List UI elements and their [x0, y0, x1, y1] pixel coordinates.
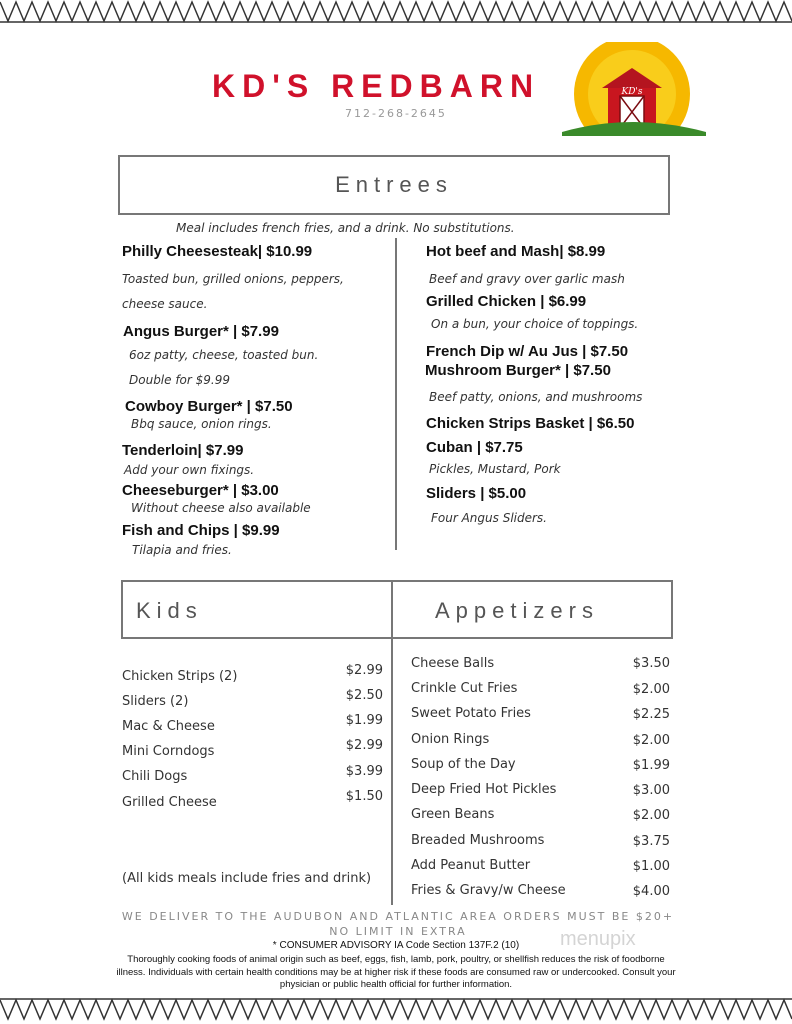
entree-item-desc: Toasted bun, grilled onions, peppers, [122, 272, 344, 286]
kids-heading: Kids [136, 598, 203, 623]
entree-item-desc: Pickles, Mustard, Pork [429, 462, 561, 476]
appetizer-item-name: Soup of the Day [411, 757, 516, 772]
entree-item-name: Tenderloin| $7.99 [122, 442, 244, 459]
delivery-notice-line: WE DELIVER TO THE AUDUBON AND ATLANTIC AREA ORDERS MUST BE $20+ [121, 910, 675, 923]
appetizer-item-price: $2.00 [632, 808, 670, 823]
entree-item-desc: Tilapia and fries. [132, 543, 232, 557]
consumer-advisory-text: Thoroughly cooking foods of animal origin such as beef, eggs, fish, lamb, pork, poultry, or shellfish reduces the risk of foodborne illness. Individuals with certain health conditions may be at higher risk if these foods are consumed raw or undercooked. Consult your physician or public health official for further information. [116, 954, 676, 990]
entrees-heading: Entrees [335, 172, 453, 197]
kids-item-price: $2.99 [345, 663, 383, 678]
kids-item-price: $1.99 [345, 713, 383, 728]
red-barn-logo [558, 42, 708, 136]
appetizer-item-price: $1.99 [632, 758, 670, 773]
top-decorative-border [0, 0, 792, 24]
entrees-column-divider [395, 238, 397, 550]
kids-item-price: $3.99 [345, 764, 383, 779]
entree-item-name: Fish and Chips | $9.99 [122, 522, 280, 539]
appetizer-item-name: Fries & Gravy/w Cheese [411, 883, 566, 898]
entree-item-desc: Bbq sauce, onion rings. [131, 417, 272, 431]
entree-item-name: Cowboy Burger* | $7.50 [125, 398, 293, 415]
entree-item-name: Philly Cheesesteak| $10.99 [122, 243, 313, 260]
appetizer-item-name: Add Peanut Butter [411, 858, 531, 873]
entree-item-desc: Add your own fixings. [124, 463, 255, 477]
entree-item-name: Angus Burger* | $7.99 [123, 323, 279, 340]
appetizer-item-price: $2.25 [632, 707, 670, 722]
appetizers-heading: Appetizers [435, 598, 599, 623]
entree-item-desc: Four Angus Sliders. [431, 511, 547, 525]
entree-item-name: Hot beef and Mash| $8.99 [426, 243, 606, 260]
entree-item-name: Mushroom Burger* | $7.50 [425, 362, 611, 379]
consumer-advisory-title: * CONSUMER ADVISORY IA Code Section 137F.2 (10) [272, 940, 520, 951]
appetizer-item-price: $1.00 [632, 859, 670, 874]
entree-item-desc: cheese sauce. [122, 297, 208, 311]
entree-item-name: Cheeseburger* | $3.00 [122, 482, 279, 499]
kids-item-name: Grilled Cheese [122, 795, 217, 810]
entree-item-name: Cuban | $7.75 [426, 439, 523, 456]
kids-item-name: Sliders (2) [122, 694, 189, 709]
appetizer-item-price: $4.00 [632, 884, 670, 899]
entree-item-desc: Beef patty, onions, and mushrooms [429, 390, 643, 404]
kids-appetizers-divider [391, 580, 393, 905]
entree-item-desc: Beef and gravy over garlic mash [429, 272, 625, 286]
entree-item-name: Chicken Strips Basket | $6.50 [426, 415, 635, 432]
bottom-decorative-border [0, 997, 792, 1021]
kids-item-price: $2.50 [345, 688, 383, 703]
entree-item-name: Sliders | $5.00 [426, 485, 527, 502]
appetizer-item-price: $2.00 [632, 733, 670, 748]
watermark: menupix [560, 928, 636, 950]
entree-item-desc: Double for $9.99 [129, 373, 231, 387]
appetizer-item-price: $3.00 [632, 783, 670, 798]
entree-item-name: French Dip w/ Au Jus | $7.50 [426, 343, 629, 360]
phone-number: 712-268-2645 [345, 107, 447, 120]
kids-item-name: Chicken Strips (2) [122, 669, 238, 684]
entree-item-desc: 6oz patty, cheese, toasted bun. [129, 348, 319, 362]
entrees-note: Meal includes french fries, and a drink. No substitutions. [176, 221, 515, 235]
restaurant-title: KD'S REDBARN [212, 68, 541, 104]
entree-item-desc: On a bun, your choice of toppings. [431, 317, 639, 331]
logo-text: KD's [621, 87, 643, 97]
appetizer-item-name: Breaded Mushrooms [411, 833, 545, 848]
kids-item-price: $1.50 [345, 789, 383, 804]
appetizer-item-name: Deep Fried Hot Pickles [411, 782, 557, 797]
kids-item-name: Mini Corndogs [122, 744, 215, 759]
appetizer-item-name: Crinkle Cut Fries [411, 681, 518, 696]
entree-item-name: Grilled Chicken | $6.99 [426, 293, 587, 310]
kids-note: (All kids meals include fries and drink) [122, 871, 372, 886]
kids-item-price: $2.99 [345, 738, 383, 753]
appetizer-item-price: $3.50 [632, 656, 670, 671]
appetizer-item-name: Green Beans [411, 807, 495, 822]
appetizer-item-name: Sweet Potato Fries [411, 706, 531, 721]
appetizer-item-price: $3.75 [632, 834, 670, 849]
kids-item-name: Mac & Cheese [122, 719, 215, 734]
appetizer-item-name: Onion Rings [411, 732, 490, 747]
appetizer-item-price: $2.00 [632, 682, 670, 697]
delivery-notice-line: NO LIMIT IN EXTRA [329, 925, 467, 938]
appetizer-item-name: Cheese Balls [411, 656, 495, 671]
kids-item-name: Chili Dogs [122, 769, 188, 784]
entree-item-desc: Without cheese also available [131, 501, 311, 515]
